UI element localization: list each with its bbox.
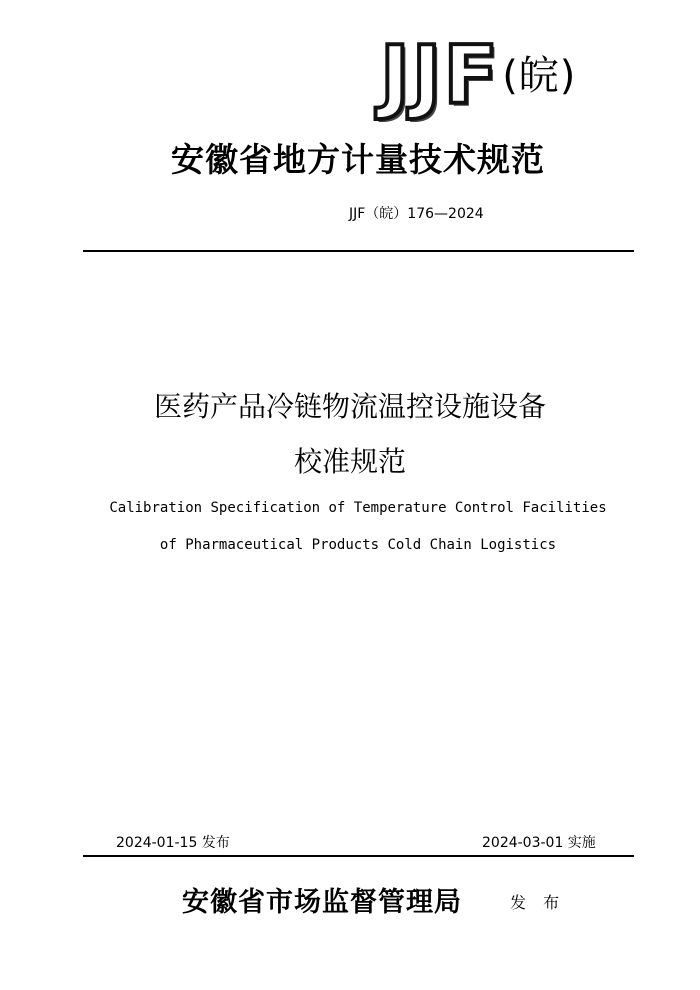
issue-word: 发 布: [510, 893, 566, 912]
jjf-logo: [380, 29, 577, 122]
implementation-date: 2024-03-01 实施: [482, 835, 596, 851]
standard-type-text: 安徽省地方计量技术规范: [171, 140, 545, 179]
standard-type-heading: [0, 134, 700, 181]
title-chinese-line-1: 医药产品冷链物流温控设施设备: [153, 390, 546, 423]
top-divider: [83, 250, 634, 252]
logo-region: (皖): [502, 53, 577, 99]
logo-letters: JJF: [380, 29, 501, 122]
title-english-line-2: of Pharmaceutical Products Cold Chain Logistics: [159, 537, 557, 553]
title-english-line-1: Calibration Specification of Temperature Control Facilities: [109, 500, 607, 516]
issuing-authority: 安徽省市场监督管理局: [182, 887, 462, 918]
title-chinese-line-2: 校准规范: [293, 445, 406, 478]
standard-number: JJF（皖）176—2024: [349, 206, 484, 222]
issue-date: 2024-01-15 发布: [116, 835, 230, 851]
bottom-divider: [83, 855, 634, 857]
